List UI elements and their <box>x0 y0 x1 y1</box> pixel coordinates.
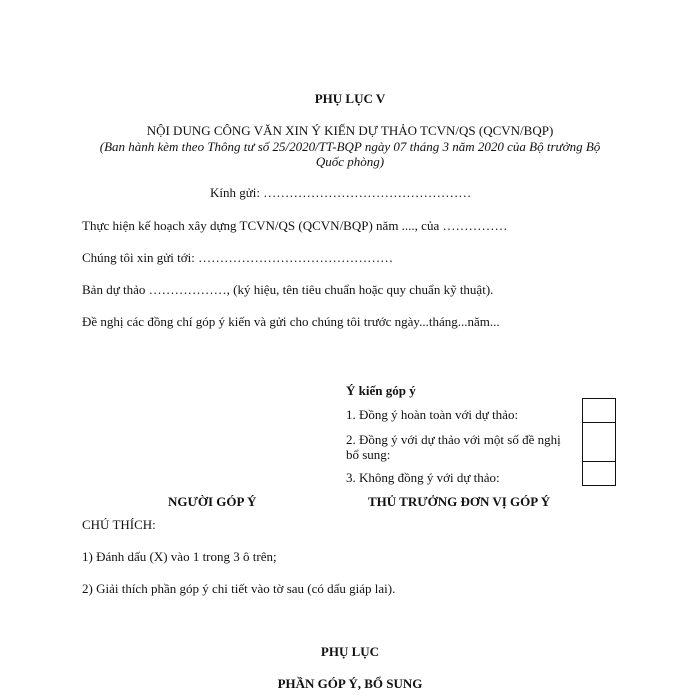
checkbox-divider <box>583 461 615 462</box>
opinion-heading: Ý kiến góp ý <box>346 383 416 398</box>
paragraph-request: Đề nghị các đồng chí góp ý kiến và gửi cho chúng tôi trước ngày...tháng...năm... <box>82 314 500 329</box>
appendix2-title: PHỤ LỤC <box>320 644 380 659</box>
opinion-option-1: 1. Đồng ý hoàn toàn với dự thảo: <box>346 407 519 422</box>
paragraph-plan: Thực hiện kế hoạch xây dựng TCVN/QS (QCVN/BQP) năm ...., của …………… <box>82 218 508 233</box>
subtitle-line1: (Ban hành kèm theo Thông tư số 25/2020/TT-BQP ngày 07 tháng 3 năm 2020 của Bộ trưởng Bộ <box>99 139 601 154</box>
note-2: 2) Giải thích phần góp ý chi tiết vào tờ sau (có dấu giáp lai). <box>82 581 396 596</box>
main-title: NỘI DUNG CÔNG VĂN XIN Ý KIẾN DỰ THẢO TCVN/QS (QCVN/BQP) <box>146 123 554 138</box>
paragraph-draft: Bản dự thảo ………………, (ký hiệu, tên tiêu chuẩn hoặc quy chuẩn kỹ thuật). <box>82 282 494 297</box>
opinion-checkbox-column <box>582 398 616 486</box>
opinion-option-2-line2: bổ sung: <box>346 447 391 462</box>
notes-heading: CHÚ THÍCH: <box>82 517 156 532</box>
appendix2-subtitle: PHẦN GÓP Ý, BỔ SUNG <box>277 676 423 691</box>
paragraph-send-to: Chúng tôi xin gửi tới: ……………………………………… <box>82 250 394 265</box>
salutation: Kính gửi: ………………………………………… <box>210 185 472 200</box>
appendix-title: PHỤ LỤC V <box>314 91 386 106</box>
checkbox-divider <box>583 422 615 423</box>
subtitle-line2: Quốc phòng) <box>315 154 385 169</box>
signature-left: NGƯỜI GÓP Ý <box>168 494 257 509</box>
opinion-option-2-line1: 2. Đồng ý với dự thảo với một số đề nghị <box>346 432 561 447</box>
opinion-option-3: 3. Không đồng ý với dự thảo: <box>346 470 500 485</box>
signature-right: THỦ TRƯỞNG ĐƠN VỊ GÓP Ý <box>368 494 551 509</box>
note-1: 1) Đánh dấu (X) vào 1 trong 3 ô trên; <box>82 549 277 564</box>
